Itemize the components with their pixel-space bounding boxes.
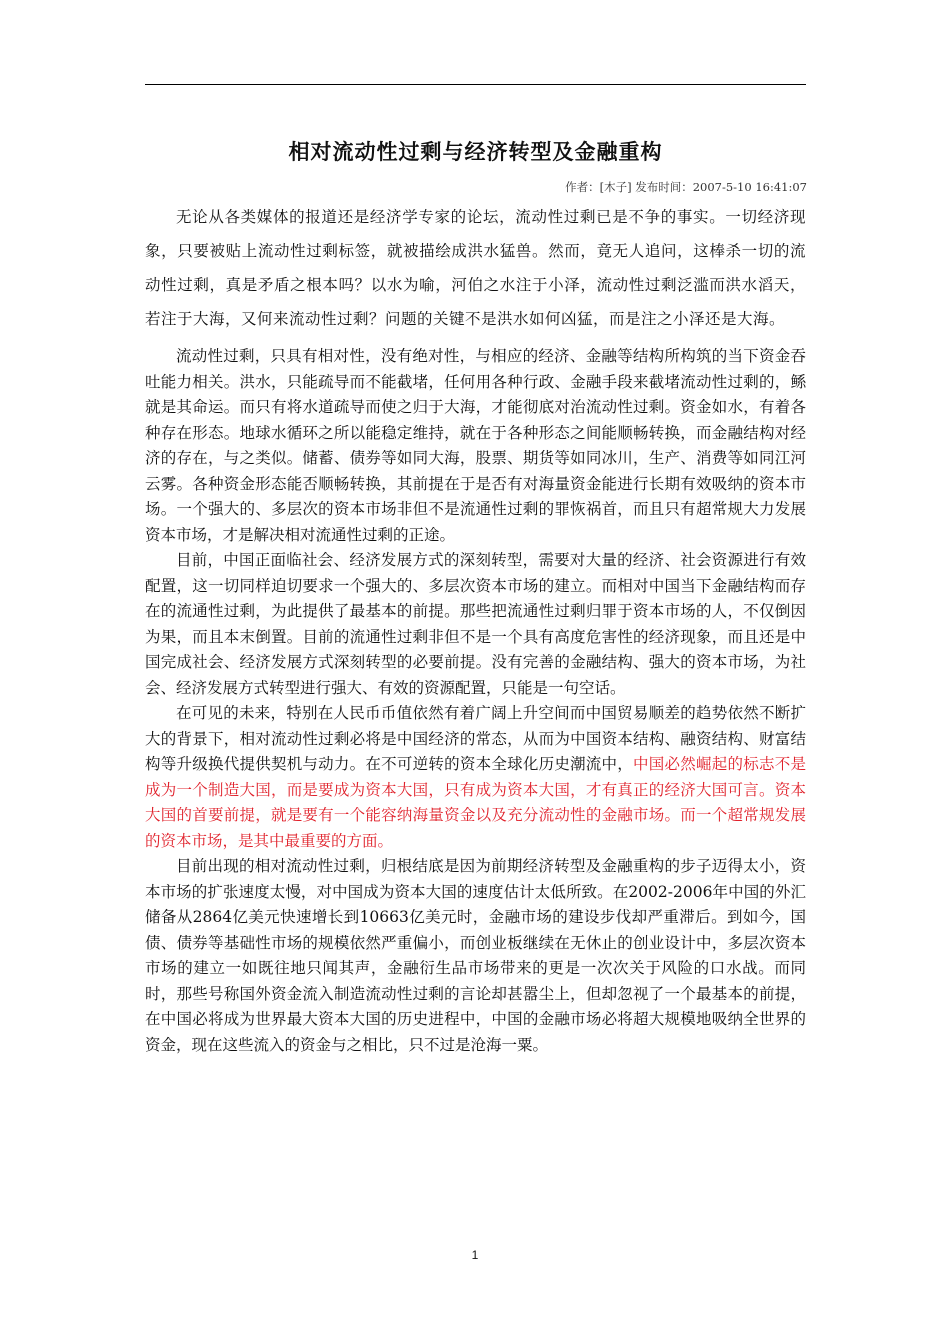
- paragraph-5: 目前出现的相对流动性过剩，归根结底是因为前期经济转型及金融重构的步子迈得太小，资本市场的扩张速度太慢，对中国成为资本大国的速度估计太低所致。在2002-2006年中国的外汇储备从2864亿美元快速增长到10663亿美元时，金融市场的建设步伐却严重滞后。到如今，国债、债券等基础性市场的规模依然严重偏小，而创业板继续在无休止的创业设计中，多层次资本市场的建立一如既往地只闻其声，金融衍生品市场带来的更是一次次关于风险的口水战。而同时，那些号称国外资金流入制造流动性过剩的言论却甚嚣尘上，但却忽视了一个最基本的前提，在中国必将成为世界最大资本大国的历史进程中，中国的金融市场必将超大规模地吸纳全世界的资金，现在这些流入的资金与之相比，只不过是沧海一粟。: [145, 857, 806, 1054]
- paragraph-4-text: 在可见的未来，特别在人民币币值依然有着广阔上升空间而中国贸易顺差的趋势依然不断扩大的背景下，相对流动性过剩必将是中国经济的常态，从而为中国资本结构、融资结构、财富结构等升级换代提供契机与动力。在不可逆转的资本全球化历史潮流中，: [145, 704, 806, 773]
- article-meta: 作者：[木子] 发布时间：2007-5-10 16:41:07: [565, 180, 807, 194]
- highlighted-text: 中国必然崛起的标志不是成为一个制造大国，而是要成为资本大国，只有成为资本大国，才有真正的经济大国可言。资本大国的首要前提，就是要有一个能容纳海量资金以及充分流动性的金融市场。而一个超常规发展的资本市场，是其中最重要的方面。: [145, 755, 806, 850]
- paragraph-1: 无论从各类媒体的报道还是经济学专家的论坛，流动性过剩已是不争的事实。一切经济现象，只要被贴上流动性过剩标签，就被描绘成洪水猛兽。然而，竟无人追问，这棒杀一切的流动性过剩，真是矛盾之根本吗？以水为喻，河伯之水注于小泽，流动性过剩泛滥而洪水滔天，若注于大海，又何来流动性过剩？问题的关键不是洪水如何凶猛，而是注之小泽还是大海。: [145, 208, 806, 328]
- paragraph-3: 目前，中国正面临社会、经济发展方式的深刻转型，需要对大量的经济、社会资源进行有效配置，这一切同样迫切要求一个强大的、多层次资本市场的建立。而相对中国当下金融结构而存在的流通性过剩，为此提供了最基本的前提。那些把流通性过剩归罪于资本市场的人，不仅倒因为果，而且本末倒置。目前的流通性过剩非但不是一个具有高度危害性的经济现象，而且还是中国完成社会、经济发展方式深刻转型的必要前提。没有完善的金融结构、强大的资本市场，为社会、经济发展方式转型进行强大、有效的资源配置，只能是一句空话。: [145, 551, 806, 697]
- paragraph-4: [145, 701, 806, 854]
- page-number: 1: [471, 1248, 479, 1262]
- paragraph-2: 流动性过剩，只具有相对性，没有绝对性，与相应的经济、金融等结构所构筑的当下资金吞吐能力相关。洪水，只能疏导而不能截堵，任何用各种行政、金融手段来截堵流动性过剩的，鲧就是其命运。而只有将水道疏导而使之归于大海，才能彻底对治流动性过剩。资金如水，有着各种存在形态。地球水循环之所以能稳定维持，就在于各种形态之间能顺畅转换，而金融结构对经济的存在，与之类似。储蓄、债券等如同大海，股票、期货等如同冰川，生产、消费等如同江河云雾。各种资金形态能否顺畅转换，其前提在于是否有对海量资金能进行长期有效吸纳的资本市场。一个强大的、多层次的资本市场非但不是流通性过剩的罪恢祸首，而且只有超常规大力发展资本市场，才是解决相对流通性过剩的正途。: [145, 347, 806, 544]
- article-body: [145, 200, 806, 1058]
- header-rule: [145, 84, 806, 85]
- article-title: 相对流动性过剩与经济转型及金融重构: [288, 139, 663, 164]
